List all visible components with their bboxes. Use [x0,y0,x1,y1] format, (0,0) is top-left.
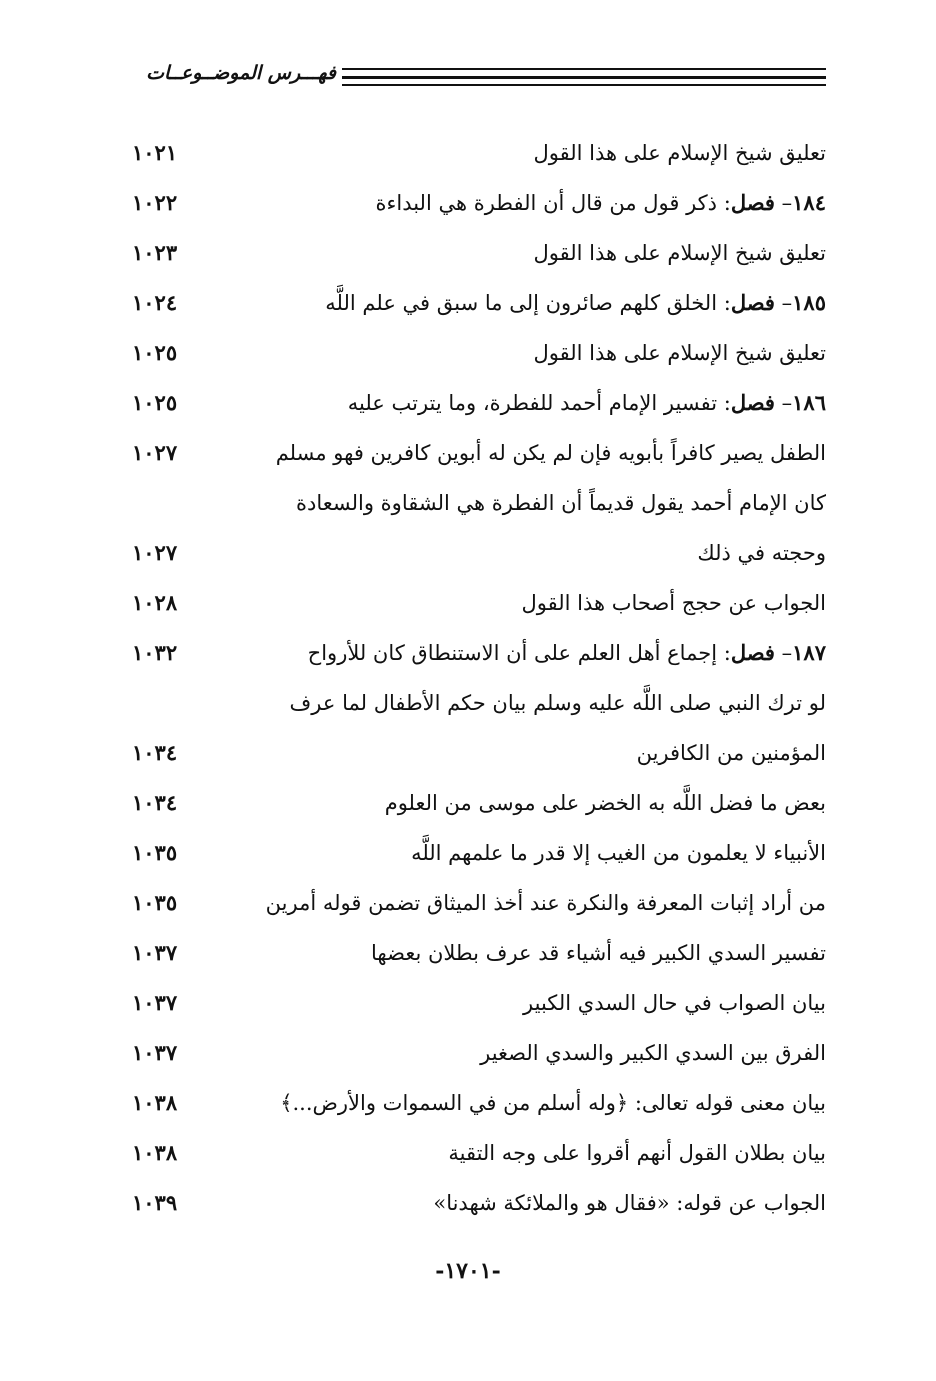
entry-title: ١٨٥– فصل: الخلق كلهم صائرون إلى ما سبق في علم اللَّه [325,290,826,315]
toc-entry [120,828,826,878]
entry-text: وحجته في ذلك [697,541,826,565]
header-title: فهـــرس الموضــوعــات [146,62,336,84]
entry-text: لو ترك النبي صلى اللَّه عليه وسلم بيان حكم الأطفال لما عرف [289,691,826,715]
toc-entry [120,778,826,828]
entry-page-number: ١٠٣٤ [132,740,178,765]
entry-text: تعليق شيخ الإسلام على هذا القول [533,241,826,265]
toc-entry [120,228,826,278]
entry-title: ١٨٧– فصل: إجماع أهل العلم على أن الاستنطاق كان للأرواح [307,640,826,665]
entry-text: تعليق شيخ الإسلام على هذا القول [533,141,826,165]
entry-text: ذكر قول من قال أن الفطرة هي البداءة [375,191,718,215]
entry-title [266,886,826,920]
entry-title [480,1036,826,1070]
toc-entry [120,928,826,978]
entry-title [534,336,826,370]
entry-page-number: ١٠٢٤ [132,290,178,315]
entry-title [411,836,826,870]
toc-entry [120,578,826,628]
entry-text: الجواب عن قوله: «فقال هو والملائكة شهدنا» [433,1191,826,1215]
toc-entry [120,1128,826,1178]
running-header [120,56,826,96]
entry-title: ١٨٦– فصل: تفسير الإمام أحمد للفطرة، وما يترتب عليه [347,390,826,415]
entry-page-number: ١٠٣٩ [132,1190,178,1215]
entry-text: بيان الصواب في حال السدي الكبير [523,991,826,1015]
entry-page-number: ١٠٢١ [132,140,178,165]
section-label: فصل [730,290,775,315]
entry-text: تفسير السدي الكبير فيه أشياء قد عرف بطلان بعضها [371,941,826,965]
entry-page-number: ١٠٣٧ [132,990,178,1015]
entry-title [280,1086,826,1120]
toc-entries [120,128,826,1228]
section-number: ١٨٦ [792,390,826,415]
toc-entry [120,628,826,678]
entry-title [385,786,826,820]
entry-title [523,986,826,1020]
entry-text: بيان معنى قوله تعالى: ﴿وله أسلم من في السموات والأرض...﴾ [280,1091,826,1115]
entry-page-number: ١٠٣٧ [132,940,178,965]
entry-text: الطفل يصير كافراً بأبويه فإن لم يكن له أبوين كافرين فهو مسلم [275,441,826,465]
toc-entry [120,1078,826,1128]
entry-page-number: ١٠٣٧ [132,1040,178,1065]
toc-entry [120,428,826,478]
entry-page-number: ١٠٢٥ [132,390,178,415]
entry-text: كان الإمام أحمد يقول قديماً أن الفطرة هي الشقاوة والسعادة [296,491,826,515]
section-label: فصل [730,640,775,665]
entry-text: الجواب عن حجج أصحاب هذا القول [521,591,826,615]
toc-entry [120,1028,826,1078]
toc-entry [120,678,826,728]
entry-text: الأنبياء لا يعلمون من الغيب إلا قدر ما علمهم اللَّه [411,841,826,865]
entry-page-number: ١٠٢٨ [132,590,178,615]
header-rule [342,84,826,86]
section-number: ١٨٥ [792,290,826,315]
entry-page-number: ١٠٣٤ [132,790,178,815]
entry-text: تفسير الإمام أحمد للفطرة، وما يترتب عليه [347,391,718,415]
header-rule [342,76,826,79]
entry-page-number: ١٠٣٨ [132,1090,178,1115]
toc-entry [120,1178,826,1228]
entry-page-number: ١٠٢٢ [132,190,178,215]
entry-page-number: ١٠٣٢ [132,640,178,665]
entry-title [534,236,826,270]
entry-title [296,486,826,520]
entry-text: بعض ما فضل اللَّه به الخضر على موسى من العلوم [384,791,826,815]
toc-entry [120,478,826,528]
entry-title [534,136,826,170]
toc-entry [120,528,826,578]
entry-page-number: ١٠٢٧ [132,440,178,465]
entry-title [448,1136,826,1170]
entry-page-number: ١٠٣٥ [132,890,178,915]
toc-entry [120,178,826,228]
toc-entry [120,378,826,428]
toc-entry [120,878,826,928]
entry-text: تعليق شيخ الإسلام على هذا القول [533,341,826,365]
entry-page-number: ١٠٢٣ [132,240,178,265]
section-label: فصل [730,390,775,415]
section-number: ١٨٧ [792,640,826,665]
entry-title [697,536,826,570]
toc-entry [120,128,826,178]
entry-text: إجماع أهل العلم على أن الاستنطاق كان للأرواح [307,641,718,665]
entry-title: ١٨٤– فصل: ذكر قول من قال أن الفطرة هي البداءة [375,190,826,215]
entry-text: من أراد إثبات المعرفة والنكرة عند أخذ الميثاق تضمن قوله أمرين [265,891,826,915]
entry-page-number: ١٠٣٥ [132,840,178,865]
entry-title [433,1186,826,1220]
entry-title [371,936,826,970]
toc-entry [120,978,826,1028]
header-rule [342,68,826,70]
entry-page-number: ١٠٢٧ [132,540,178,565]
section-label: فصل [730,190,775,215]
page-number: -١٧٠١- [435,1258,501,1284]
entry-page-number: ١٠٣٨ [132,1140,178,1165]
section-number: ١٨٤ [792,190,826,215]
entry-title [637,736,826,770]
toc-entry [120,728,826,778]
entry-text: بيان بطلان القول أنهم أقروا على وجه التقية [448,1141,826,1165]
toc-entry [120,278,826,328]
entry-text: المؤمنين من الكافرين [636,741,826,765]
entry-title [521,586,826,620]
toc-entry [120,328,826,378]
entry-title [290,686,826,720]
entry-text: الخلق كلهم صائرون إلى ما سبق في علم اللَّه [325,291,718,315]
entry-page-number: ١٠٢٥ [132,340,178,365]
entry-title [276,436,826,470]
entry-text: الفرق بين السدي الكبير والسدي الصغير [480,1041,826,1065]
